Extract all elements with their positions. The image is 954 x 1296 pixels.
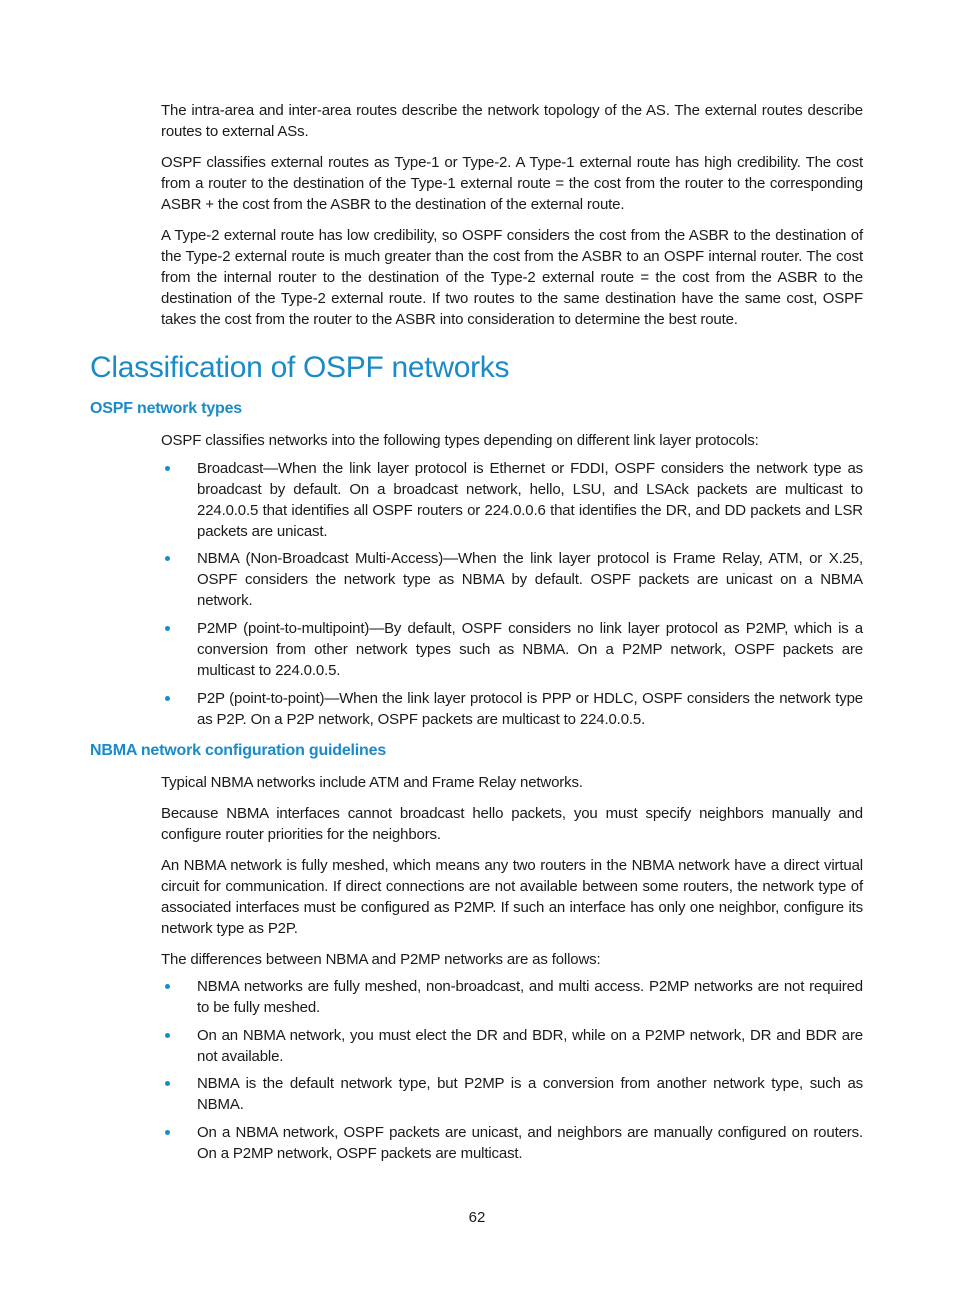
nbma-paragraph-1: Typical NBMA networks include ATM and Frame Relay networks. <box>161 774 583 791</box>
list-item <box>161 1073 863 1115</box>
list-item <box>161 618 863 681</box>
bullet-icon <box>165 1033 170 1038</box>
page-number: 62 <box>468 1209 486 1226</box>
list-item-text: Broadcast—When the link layer protocol is Ethernet or FDDI, OSPF considers the network type as broadcast by default. On a broadcast network, hello, LSU, and LSAck packets are multicast to 224.0.0.5 that identifies all OSPF routers or 224.0.0.6 that identifies the DR, and DD packets and LSR packets are unicast. <box>197 460 863 540</box>
list-item <box>161 1025 863 1067</box>
network-types-intro: OSPF classifies networks into the following types depending on different link layer protocols: <box>161 432 759 449</box>
section-title: Classification of OSPF networks <box>90 351 510 384</box>
subsection-heading-network-types: OSPF network types <box>90 400 242 417</box>
list-item-text: NBMA networks are fully meshed, non-broadcast, and multi access. P2MP networks are not required to be fully meshed. <box>197 978 863 1016</box>
list-item <box>161 976 863 1018</box>
bullet-icon <box>165 1130 170 1135</box>
bullet-icon <box>165 466 170 471</box>
list-item-text: P2MP (point-to-multipoint)—By default, OSPF considers no link layer protocol as P2MP, which is a conversion from other network types such as NBMA. On a P2MP network, OSPF packets are multicast to 224.0.0.5. <box>197 620 863 679</box>
intro-paragraph-2: OSPF classifies external routes as Type-1 or Type-2. A Type-1 external route has high credibility. The cost from a router to the destination of the Type-1 external route = the cost from the router to the corresponding ASBR + the cost from the ASBR to the destination of the external route. <box>161 154 863 213</box>
bullet-icon <box>165 556 170 561</box>
list-item-text: NBMA (Non-Broadcast Multi-Access)—When the link layer protocol is Frame Relay, ATM, or X.25, OSPF considers the network type as NBMA by default. OSPF packets are unicast on a NBMA network. <box>197 550 863 609</box>
list-item-text: P2P (point-to-point)—When the link layer protocol is PPP or HDLC, OSPF considers the network type as P2P. On a P2P network, OSPF packets are multicast to 224.0.0.5. <box>197 690 863 728</box>
intro-paragraph-1: The intra-area and inter-area routes describe the network topology of the AS. The external routes describe routes to external ASs. <box>161 102 863 140</box>
list-item-text: NBMA is the default network type, but P2MP is a conversion from another network type, such as NBMA. <box>197 1075 863 1113</box>
list-item <box>161 688 863 730</box>
bullet-icon <box>165 696 170 701</box>
list-item-text: On a NBMA network, OSPF packets are unicast, and neighbors are manually configured on routers. On a P2MP network, OSPF packets are multicast. <box>197 1124 863 1162</box>
intro-paragraph-3: A Type-2 external route has low credibility, so OSPF considers the cost from the ASBR to the destination of the Type-2 external route is much greater than the cost from the ASBR to an OSPF internal router. The cost from the internal router to the destination of the Type-2 external route = the cost from the ASBR to the destination of the Type-2 external route. If two routes to the same destination have the same cost, OSPF takes the cost from the router to the ASBR into consideration to determine the best route. <box>161 227 863 328</box>
bullet-icon <box>165 1081 170 1086</box>
subsection-heading-nbma: NBMA network configuration guidelines <box>90 742 387 759</box>
list-item <box>161 548 863 611</box>
bullet-icon <box>165 626 170 631</box>
nbma-paragraph-4: The differences between NBMA and P2MP networks are as follows: <box>161 951 601 968</box>
bullet-icon <box>165 984 170 989</box>
list-item-text: On an NBMA network, you must elect the DR and BDR, while on a P2MP network, DR and BDR are not available. <box>197 1027 863 1065</box>
list-item <box>161 1122 863 1164</box>
list-item <box>161 458 863 542</box>
nbma-paragraph-2: Because NBMA interfaces cannot broadcast hello packets, you must specify neighbors manually and configure router priorities for the neighbors. <box>161 805 863 843</box>
nbma-paragraph-3: An NBMA network is fully meshed, which means any two routers in the NBMA network have a direct virtual circuit for communication. If direct connections are not available between some routers, the network type of associated interfaces must be configured as P2MP. If such an interface has only one neighbor, configure its network type as P2P. <box>161 857 863 937</box>
